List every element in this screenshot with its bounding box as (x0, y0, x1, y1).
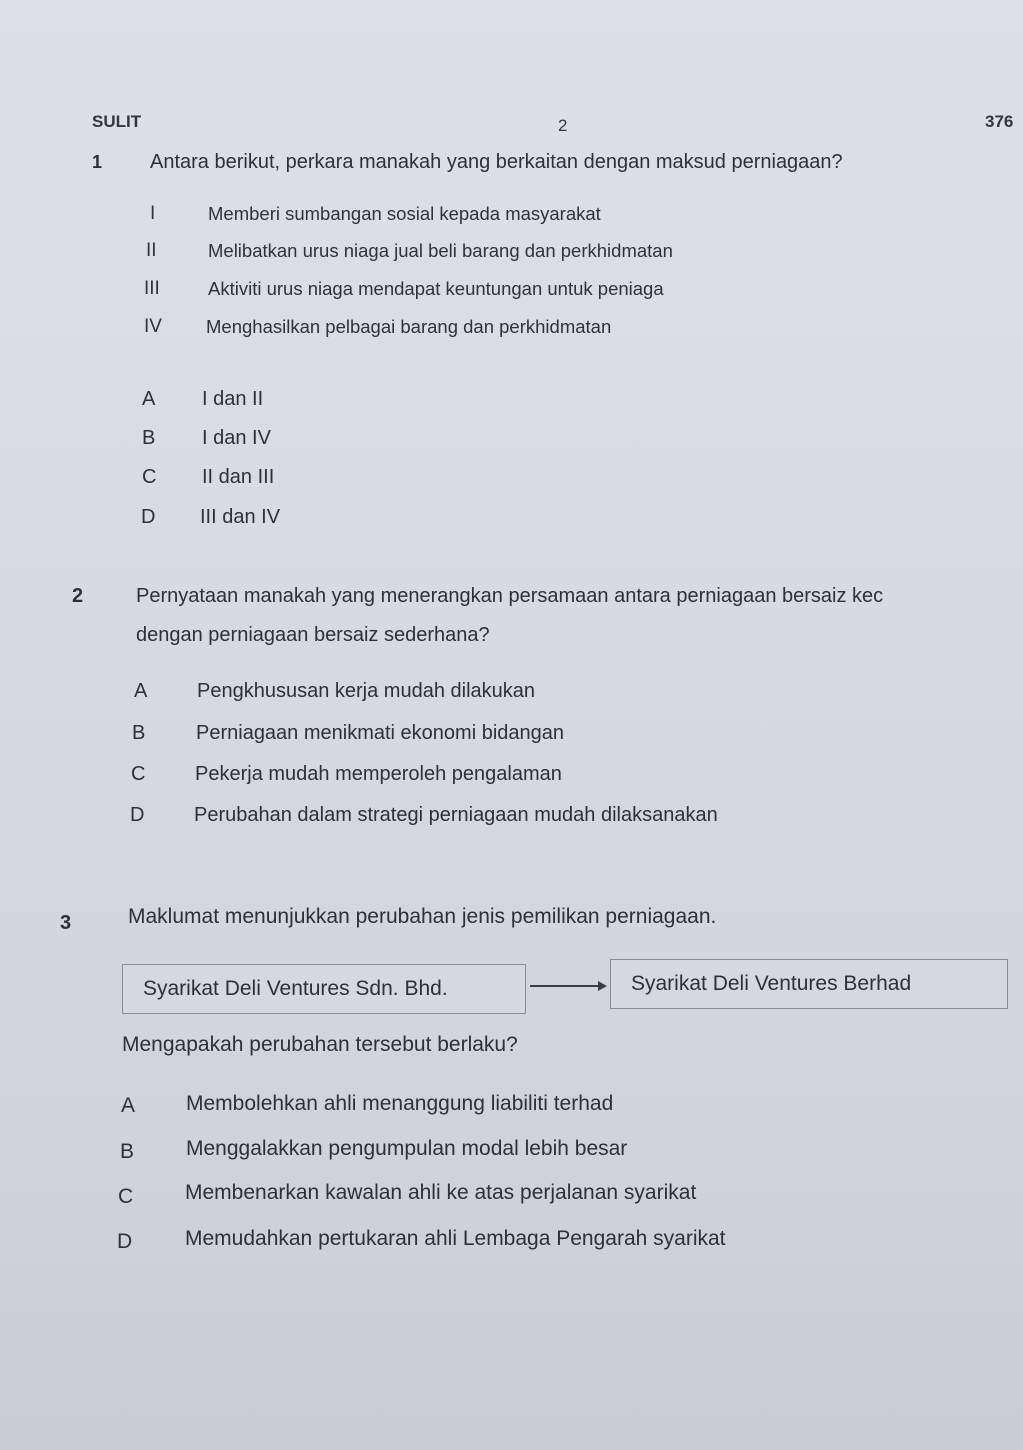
q3-question: Mengapakah perubahan tersebut berlaku? (122, 1033, 518, 1056)
q1-statement-numeral: IV (144, 316, 162, 337)
q3-option-letter[interactable]: D (117, 1230, 133, 1253)
company-after-box (610, 959, 1008, 1009)
q3-option-letter[interactable]: C (118, 1185, 134, 1208)
q1-statement-text: Memberi sumbangan sosial kepada masyarakat (208, 203, 601, 224)
q1-option-letter[interactable]: D (141, 506, 156, 528)
q2-option-letter[interactable]: C (131, 763, 146, 785)
q3-option-text[interactable]: Menggalakkan pengumpulan modal lebih besar (186, 1137, 628, 1160)
q1-text: Antara berikut, perkara manakah yang berkaitan dengan maksud perniagaan? (150, 151, 843, 173)
company-after-name: Syarikat Deli Ventures Berhad (631, 972, 912, 995)
header-sulit: SULIT (92, 112, 142, 131)
q2-option-letter[interactable]: B (132, 722, 146, 744)
q2-option-text[interactable]: Perubahan dalam strategi perniagaan mudah dilaksanakan (194, 804, 718, 826)
q1-statement-numeral: II (146, 240, 157, 261)
q1-statement-text: Aktiviti urus niaga mendapat keuntungan untuk peniaga (208, 278, 664, 299)
q3-option-letter[interactable]: B (120, 1140, 135, 1163)
q3-option-text[interactable]: Membenarkan kawalan ahli ke atas perjalanan syarikat (185, 1181, 697, 1204)
q2-option-text[interactable]: Perniagaan menikmati ekonomi bidangan (196, 722, 565, 744)
q1-option-text[interactable]: I dan II (202, 388, 264, 410)
q2-option-letter[interactable]: A (134, 680, 148, 702)
q1-statement-text: Menghasilkan pelbagai barang dan perkhidmatan (206, 316, 612, 337)
q3-option-text[interactable]: Membolehkan ahli menanggung liabiliti terhad (186, 1092, 614, 1115)
q3-option-letter[interactable]: A (121, 1094, 136, 1117)
q1-statement-numeral: III (144, 278, 160, 299)
paper-code: 376 (985, 112, 1014, 131)
company-before-box (122, 964, 526, 1014)
q3-option-text[interactable]: Memudahkan pertukaran ahli Lembaga Pengarah syarikat (185, 1227, 726, 1250)
q1-option-text[interactable]: II dan III (202, 466, 275, 488)
q1-option-letter[interactable]: B (142, 427, 156, 449)
company-before-name: Syarikat Deli Ventures Sdn. Bhd. (143, 977, 448, 1000)
q1-option-letter[interactable]: C (142, 466, 157, 488)
q3-number: 3 (60, 912, 72, 934)
q2-option-text[interactable]: Pengkhususan kerja mudah dilakukan (197, 680, 535, 702)
q1-option-text[interactable]: III dan IV (200, 506, 281, 528)
page-number: 2 (558, 116, 568, 135)
q1-statement-numeral: I (150, 203, 156, 224)
q1-option-text[interactable]: I dan IV (202, 427, 271, 449)
q2-text-line2: dengan perniagaan bersaiz sederhana? (136, 624, 490, 646)
q2-option-text[interactable]: Pekerja mudah memperoleh pengalaman (195, 763, 562, 785)
q2-number: 2 (72, 585, 84, 607)
q1-statement-text: Melibatkan urus niaga jual beli barang dan perkhidmatan (208, 240, 673, 261)
q1-option-letter[interactable]: A (142, 388, 156, 410)
q2-option-letter[interactable]: D (130, 804, 145, 826)
q2-text-line1: Pernyataan manakah yang menerangkan persamaan antara perniagaan bersaiz kec (136, 585, 884, 607)
q1-number: 1 (92, 152, 103, 172)
q3-text: Maklumat menunjukkan perubahan jenis pemilikan perniagaan. (128, 905, 717, 928)
